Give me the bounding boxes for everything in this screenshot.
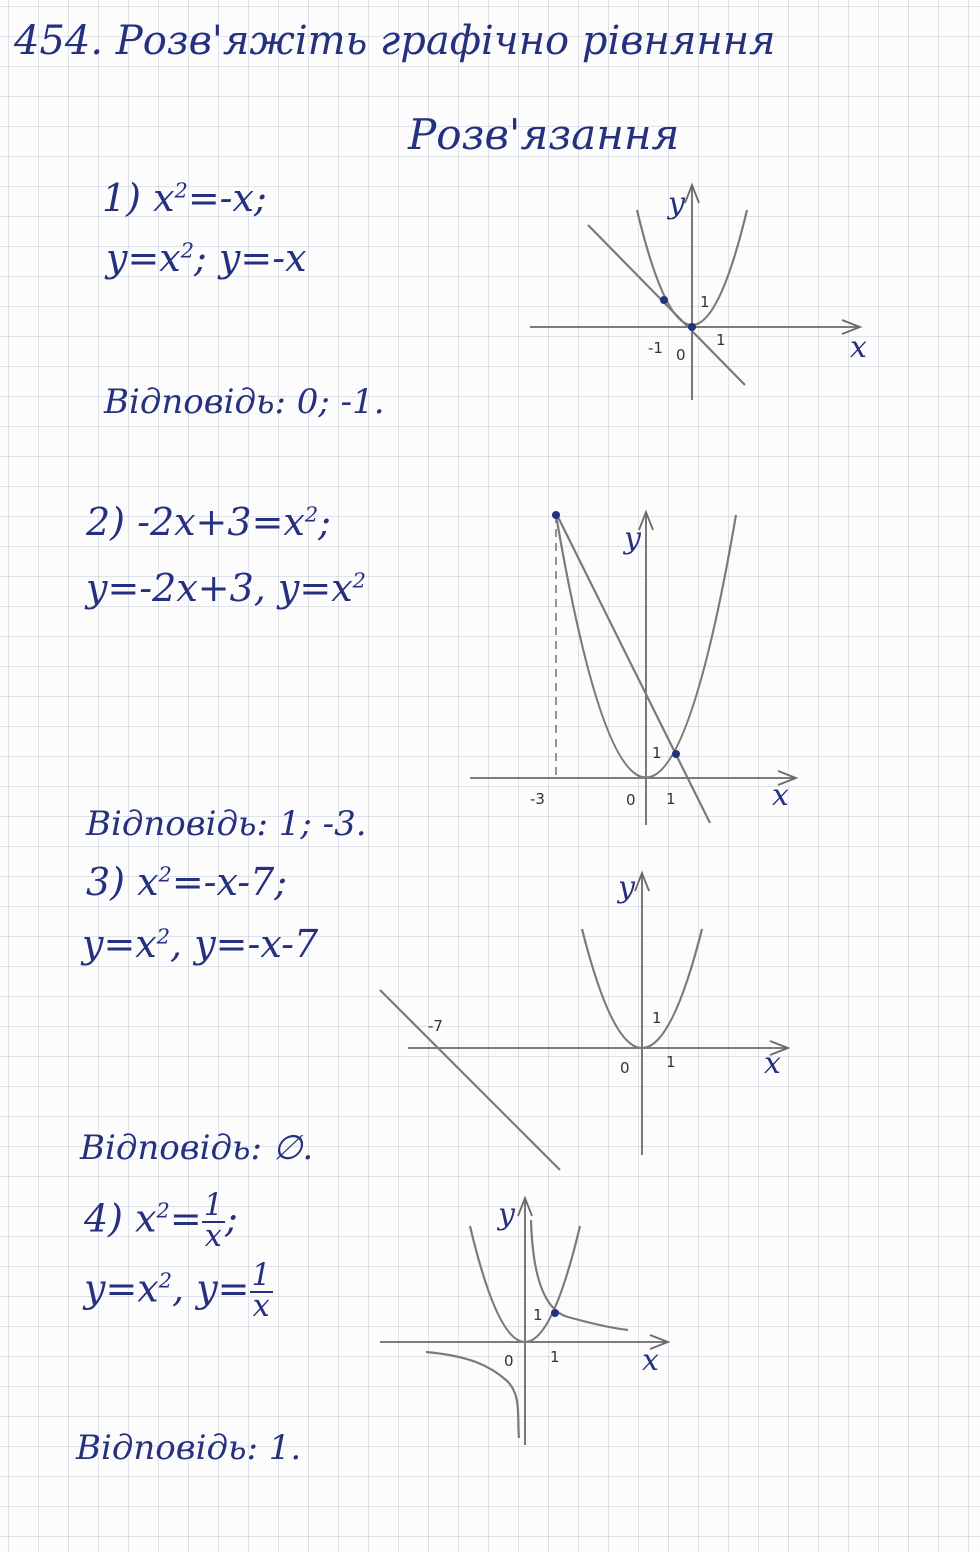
problem-1-functions: $y=x^2$; y=-x: [106, 236, 307, 280]
problem-2-answer: Відповідь: 1; -3.: [86, 804, 367, 844]
problem-4-answer: Відповідь: 1.: [76, 1428, 302, 1468]
p1-tick-x1: 1: [716, 331, 726, 349]
p3-tick-x1: 1: [666, 1053, 676, 1071]
p2-tick-neg3: -3: [530, 790, 545, 808]
p3-y-axis-label: y: [618, 870, 635, 905]
p3-x-axis-label: x: [764, 1046, 781, 1081]
p4-y-axis-label: y: [498, 1197, 515, 1232]
p3-line: [380, 990, 560, 1170]
p3-tick-zero: 0: [620, 1059, 630, 1077]
p4-x-axis-label: x: [642, 1343, 659, 1378]
exercise-title: 454. Розв'яжіть графічно рівняння: [14, 18, 776, 64]
p2-x-axis-label: x: [772, 778, 789, 813]
problem-2-graph: [460, 500, 820, 830]
problem-3-graph: [370, 865, 810, 1175]
p1-tick-y1: 1: [700, 293, 710, 311]
problem-4-equation: 4) $x^2=$ $\frac{1}{x}$ ;: [84, 1188, 238, 1254]
problem-1-graph: [520, 175, 880, 405]
problem-1-number: 1): [102, 176, 142, 220]
p4-eq-fraction: $\frac{1}{x}$: [203, 1188, 224, 1254]
problem-3-functions: $y=x^2$, y=-x-7: [82, 922, 319, 966]
p1-line: [588, 225, 745, 385]
p4-fn-fraction: $\frac{1}{x}$: [251, 1258, 271, 1324]
problem-1-answer: Відповідь: 0; -1.: [104, 382, 385, 422]
p1-tick-zero: 0: [676, 346, 686, 364]
p1-tick-neg1: -1: [648, 339, 663, 357]
problem-4-functions: $y=x^2$, y= $\frac{1}{x}$: [84, 1258, 271, 1324]
p2-line: [556, 513, 710, 823]
p2-intersection-left: [552, 511, 560, 519]
p2-tick-zero: 0: [626, 791, 636, 809]
p4-intersection-point: [551, 1309, 559, 1317]
problem-3-equation: 3) $x^2=-x-7$;: [86, 860, 288, 904]
p2-tick-x1: 1: [666, 790, 676, 808]
solution-heading: Розв'язання: [408, 110, 680, 159]
problem-4-graph: [370, 1190, 690, 1450]
p2-intersection-right: [672, 750, 680, 758]
p4-tick-zero: 0: [504, 1352, 514, 1370]
p2-y-axis-label: y: [624, 521, 641, 556]
p3-tick-y1: 1: [652, 1009, 662, 1027]
p1-intersection-point: [660, 296, 668, 304]
problem-3-answer: Відповідь: ∅.: [80, 1128, 314, 1168]
p4-tick-x1: 1: [550, 1348, 560, 1366]
p3-tick-neg7: -7: [428, 1017, 443, 1035]
p2-tick-y1: 1: [652, 744, 662, 762]
problem-2-functions: y=-2x+3, $y=x^2$: [86, 566, 366, 610]
problem-3-number: 3): [86, 860, 126, 904]
p1-y-axis-label: y: [668, 186, 685, 221]
problem-2-equation: 2) $-2x+3=x^2$;: [86, 500, 331, 544]
p4-tick-y1: 1: [533, 1306, 543, 1324]
problem-4-number: 4): [84, 1196, 124, 1241]
p4-hyperbola-right: [531, 1220, 628, 1330]
p1-origin-point: [688, 323, 696, 331]
p1-x-axis-label: x: [850, 330, 867, 365]
problem-2-number: 2): [86, 500, 126, 544]
problem-1-equation: 1) $x^2=-x$;: [102, 176, 267, 220]
